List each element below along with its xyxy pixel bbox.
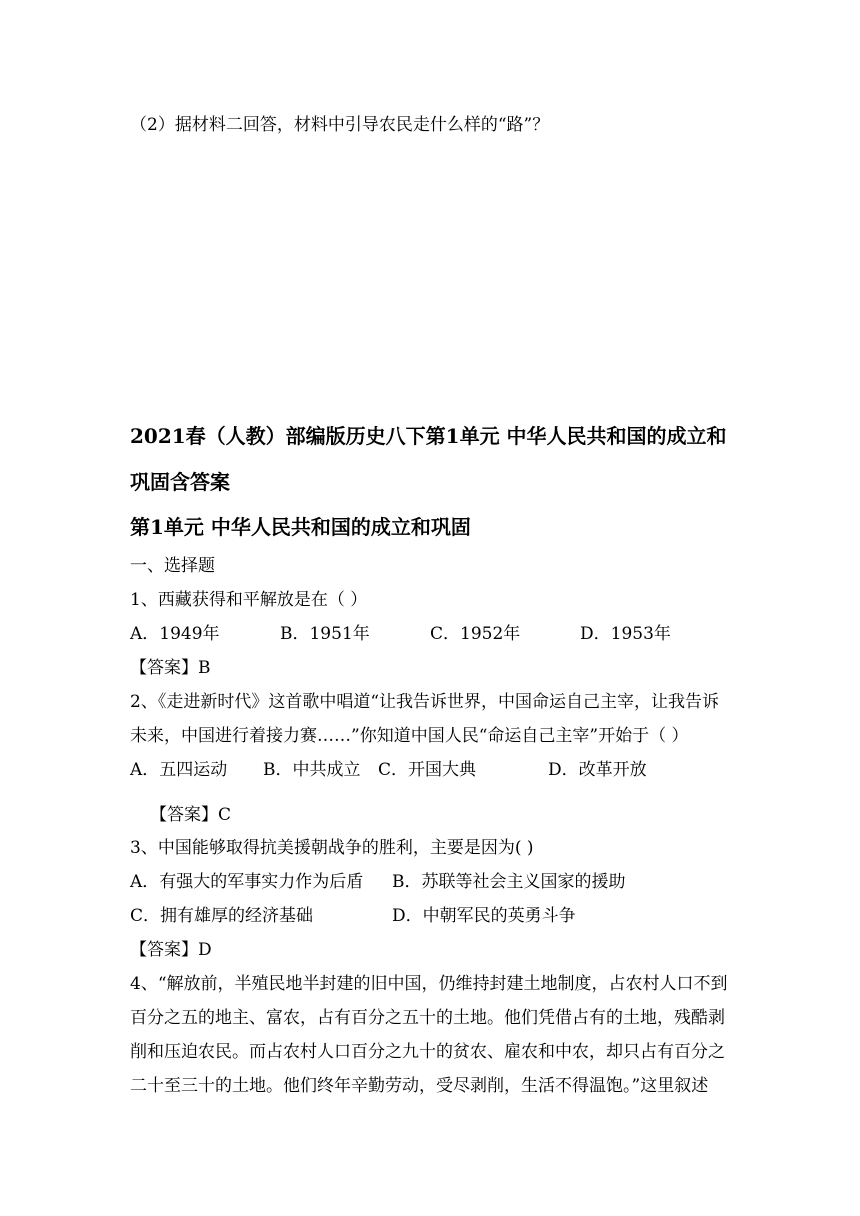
- question-2-stem-line-1: 2、《走进新时代》这首歌中唱道“让我告诉世界，中国命运自己主宰，让我告诉: [130, 692, 720, 712]
- section-heading: 一、选择题: [130, 556, 215, 576]
- unit-heading: 第1单元 中华人民共和国的成立和巩固: [130, 515, 471, 539]
- question-1-answer: 【答案】B: [130, 658, 211, 678]
- question-4-stem-line-2: 百分之五的地主、富农，占有百分之五十的土地。他们凭借占有的土地，残酷剥: [130, 1008, 725, 1028]
- document-title-line-1: 2021春（人教）部编版历史八下第1单元 中华人民共和国的成立和: [130, 424, 727, 448]
- question-1-stem: 1、西藏获得和平解放是在（ ）: [130, 590, 368, 610]
- question-4-stem-line-1: 4、“解放前，半殖民地半封建的旧中国，仍维持封建土地制度，占农村人口不到: [130, 974, 728, 994]
- question-3-answer: 【答案】D: [130, 940, 212, 960]
- question-3-option-c: C．拥有雄厚的经济基础: [130, 906, 314, 926]
- question-1-option-c: C．1952年: [430, 624, 521, 644]
- question-3-option-d: D．中朝军民的英勇斗争: [392, 906, 576, 926]
- previous-question: （2）据材料二回答，材料中引导农民走什么样的“路”？: [130, 115, 550, 135]
- question-2-answer: 【答案】C: [150, 805, 232, 825]
- question-2-option-c: C．开国大典: [378, 760, 477, 780]
- question-1-option-a: A．1949年: [130, 624, 220, 644]
- question-3-option-a: A．有强大的军事实力作为后盾: [130, 872, 364, 892]
- question-2-option-b: B．中共成立: [263, 760, 361, 780]
- question-2-stem-line-2: 未来，中国进行着接力赛……”你知道中国人民“命运自己主宰”开始于（ ）: [130, 726, 689, 746]
- question-4-stem-line-3: 削和压迫农民。而占农村人口百分之九十的贫农、雇农和中农，却只占有百分之: [130, 1042, 725, 1062]
- document-title-line-2: 巩固含答案: [130, 470, 230, 494]
- question-1-option-b: B．1951年: [280, 624, 370, 644]
- question-2-option-a: A．五四运动: [130, 760, 228, 780]
- question-3-option-b: B．苏联等社会主义国家的援助: [392, 872, 626, 892]
- question-3-stem: 3、中国能够取得抗美援朝战争的胜利，主要是因为( ): [130, 838, 534, 858]
- question-4-stem-line-4: 二十至三十的土地。他们终年辛勤劳动，受尽剥削，生活不得温饱。”这里叙述: [130, 1076, 709, 1096]
- question-1-option-d: D．1953年: [580, 624, 671, 644]
- question-2-option-d: D．改革开放: [548, 760, 647, 780]
